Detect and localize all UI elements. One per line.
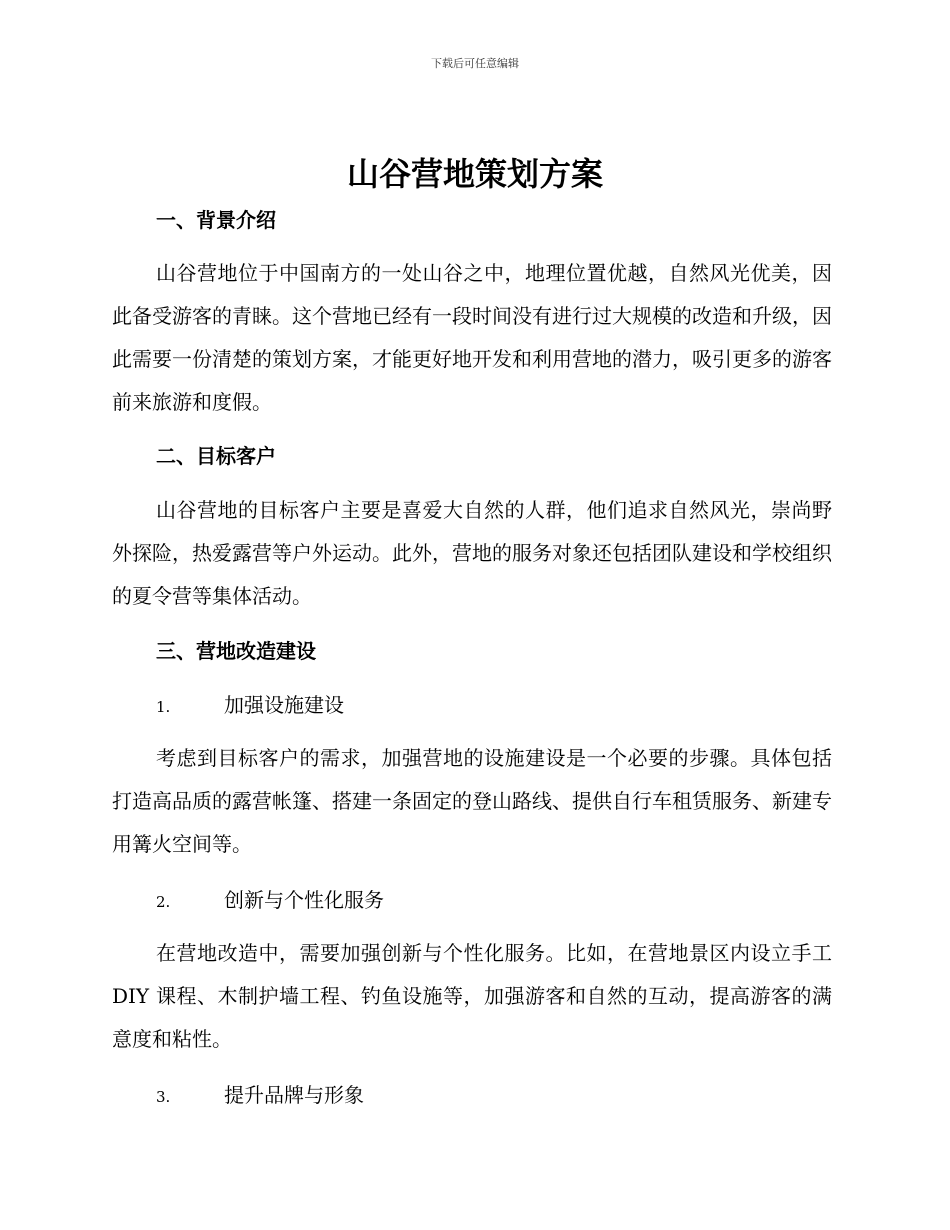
section-paragraph-background	[112, 252, 832, 424]
item-paragraph-1	[112, 737, 832, 866]
section-heading: 三、营地改造建设	[156, 639, 316, 663]
numbered-item-3	[112, 1081, 832, 1111]
section-heading-background	[112, 206, 832, 234]
header-note: 下载后可任意编辑	[431, 57, 519, 70]
item-number: 2.	[156, 893, 171, 911]
paragraph: 山谷营地的目标客户主要是喜爱大自然的人群，他们追求自然风光，崇尚野外探险，热爱露营等户外运动。此外，营地的服务对象还包括团队建设和学校组织的夏令营等集体活动。	[112, 498, 832, 608]
item-title: 加强设施建设	[224, 693, 344, 717]
section-heading: 二、目标客户	[156, 444, 276, 468]
document-title: 山谷营地策划方案	[346, 155, 603, 193]
section-heading-target-customers	[112, 442, 832, 470]
section-paragraph-target-customers	[112, 489, 832, 618]
item-number: 1.	[156, 698, 171, 716]
item-paragraph-2	[112, 932, 832, 1061]
item-title: 创新与个性化服务	[224, 888, 384, 912]
section-heading: 一、背景介绍	[156, 208, 276, 232]
item-title: 提升品牌与形象	[224, 1083, 364, 1107]
item-number: 3.	[156, 1088, 171, 1106]
paragraph: 山谷营地位于中国南方的一处山谷之中，地理位置优越，自然风光优美，因此备受游客的青睐。这个营地已经有一段时间没有进行过大规模的改造和升级，因此需要一份清楚的策划方案，才能更好地开发和利用营地的潜力，吸引更多的游客前来旅游和度假。	[112, 261, 832, 414]
paragraph: 在营地改造中，需要加强创新与个性化服务。比如，在营地景区内设立手工 DIY 课程、木制护墙工程、钓鱼设施等，加强游客和自然的互动，提高游客的满意度和粘性。	[112, 941, 832, 1051]
numbered-item-1	[112, 691, 832, 721]
paragraph: 考虑到目标客户的需求，加强营地的设施建设是一个必要的步骤。具体包括打造高品质的露营帐篷、搭建一条固定的登山路线、提供自行车租赁服务、新建专用篝火空间等。	[112, 746, 832, 856]
numbered-item-2	[112, 886, 832, 916]
section-heading-construction	[112, 637, 832, 665]
